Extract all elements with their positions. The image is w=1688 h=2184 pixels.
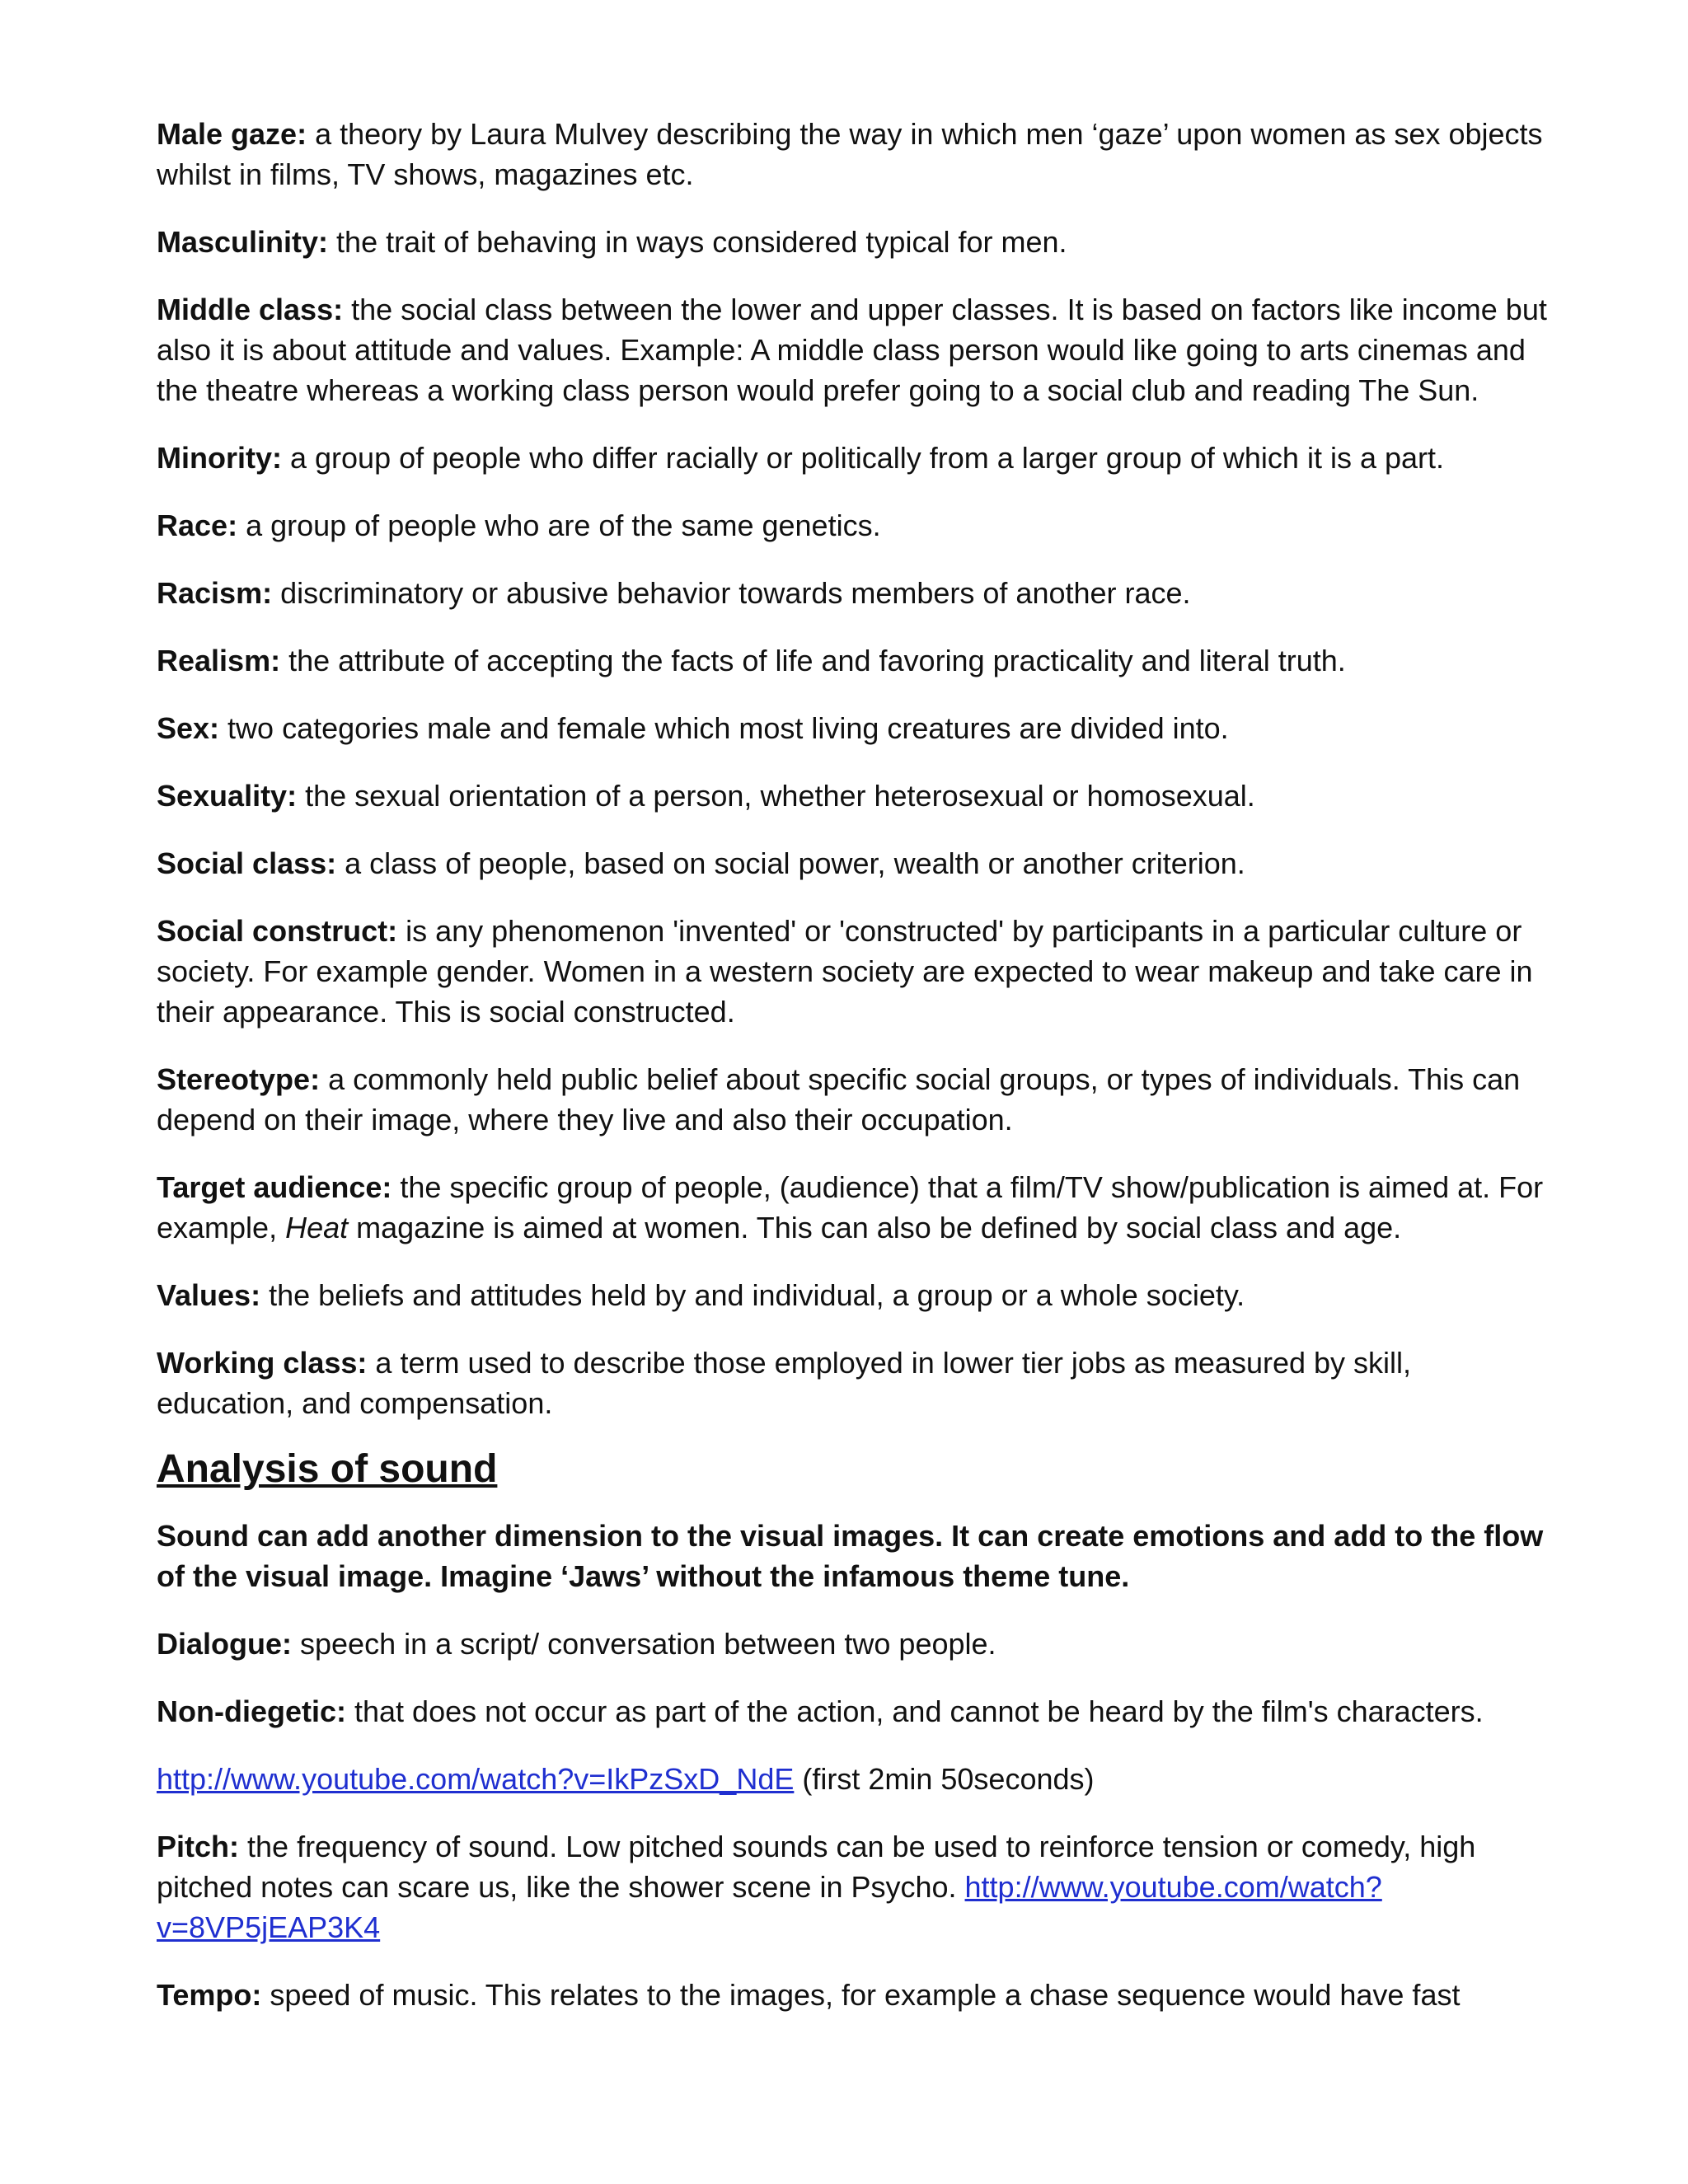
definition: the attribute of accepting the facts of life and favoring practicality and literal truth. <box>280 644 1346 677</box>
term: Social construct: <box>157 914 398 948</box>
glossary-entry-values <box>157 1275 1550 1315</box>
definition: speech in a script/ conversation between two people. <box>292 1627 996 1661</box>
definition: a commonly held public belief about specific social groups, or types of individuals. This can depend on their image, where they live and also their occupation. <box>157 1062 1521 1137</box>
psycho-link-line2[interactable]: v=8VP5jEAP3K4 <box>157 1910 381 1944</box>
definition: the trait of behaving in ways considered typical for men. <box>328 225 1067 259</box>
glossary-entry-racism <box>157 573 1550 613</box>
glossary-entry-working-class <box>157 1343 1550 1423</box>
definition: a theory by Laura Mulvey describing the way in which men ‘gaze’ upon women as sex objects whilst in films, TV shows, magazines etc. <box>157 117 1543 191</box>
section-heading: Analysis of sound <box>157 1447 498 1491</box>
glossary-entry-stereotype <box>157 1059 1550 1140</box>
glossary-entry-realism <box>157 640 1550 681</box>
glossary-entry-sexuality <box>157 776 1550 816</box>
glossary-entry-social-class <box>157 843 1550 883</box>
glossary-entry-tempo <box>157 1975 1550 2015</box>
definition: the frequency of sound. Low pitched sounds can be used to reinforce tension or comedy, high pitched notes can scare us, like the shower scene in Psycho. <box>157 1830 1476 1904</box>
youtube-link[interactable]: http://www.youtube.com/watch?v=IkPzSxD_NdE <box>157 1762 795 1796</box>
term: Target audience: <box>157 1170 392 1204</box>
definition: is any phenomenon 'invented' or 'constructed' by participants in a particular culture or society. For example gender. Women in a western society are expected to wear makeup and take care in their appearance. This is social constructed. <box>157 914 1533 1029</box>
definition: speed of music. This relates to the images, for example a chase sequence would have fast <box>261 1978 1461 2012</box>
section-intro: Sound can add another dimension to the visual images. It can create emotions and add to the flow of the visual image. Imagine ‘Jaws’ without the infamous theme tune. <box>157 1519 1544 1593</box>
definition: the social class between the lower and upper classes. It is based on factors like income but also it is about attitude and values. Example: A middle class person would like going to arts cinemas and the theatre whereas a working class person would prefer going to a social club and reading The Sun. <box>157 293 1547 407</box>
glossary-entry-middle-class <box>157 289 1550 410</box>
link-note: (first 2min 50seconds) <box>794 1762 1095 1796</box>
glossary-entry-male-gaze <box>157 114 1550 194</box>
term: Masculinity: <box>157 225 329 259</box>
definition: two categories male and female which most living creatures are divided into. <box>219 711 1229 745</box>
glossary-entry-masculinity <box>157 222 1550 262</box>
term: Social class: <box>157 846 337 880</box>
term: Working class: <box>157 1346 368 1380</box>
term: Dialogue: <box>157 1627 293 1661</box>
glossary-entry-race <box>157 505 1550 546</box>
glossary-entry-non-diegetic <box>157 1691 1550 1732</box>
glossary-entry-sex <box>157 708 1550 748</box>
term: Values: <box>157 1278 261 1312</box>
psycho-link-line1[interactable]: http://www.youtube.com/watch? <box>964 1870 1382 1904</box>
definition-continued: magazine is aimed at women. This can also be defined by social class and age. <box>348 1211 1402 1244</box>
glossary-entry-social-construct <box>157 911 1550 1032</box>
term: Stereotype: <box>157 1062 321 1096</box>
definition: the beliefs and attitudes held by and individual, a group or a whole society. <box>260 1278 1245 1312</box>
definition: the sexual orientation of a person, whether heterosexual or homosexual. <box>297 779 1255 813</box>
term: Non-diegetic: <box>157 1694 346 1728</box>
term: Male gaze: <box>157 117 307 151</box>
term: Minority: <box>157 441 282 475</box>
term: Middle class: <box>157 293 344 326</box>
term: Sexuality: <box>157 779 298 813</box>
magazine-title: Heat <box>285 1211 349 1244</box>
youtube-link-paragraph <box>157 1759 1550 1799</box>
document-page <box>157 114 1550 2042</box>
term: Racism: <box>157 576 273 610</box>
definition: a group of people who are of the same genetics. <box>237 509 881 542</box>
term: Realism: <box>157 644 281 677</box>
definition: discriminatory or abusive behavior towards members of another race. <box>272 576 1191 610</box>
definition: a group of people who differ racially or politically from a larger group of which it is a part. <box>281 441 1445 475</box>
definition: that does not occur as part of the action, and cannot be heard by the film's characters. <box>346 1694 1484 1728</box>
definition: a class of people, based on social power, wealth or another criterion. <box>336 846 1245 880</box>
term: Sex: <box>157 711 220 745</box>
glossary-entry-dialogue <box>157 1624 1550 1664</box>
definition: the specific group of people, (audience) that a film/TV show/publication is aimed at. For example, <box>157 1170 1544 1244</box>
term: Tempo: <box>157 1978 262 2012</box>
term: Pitch: <box>157 1830 240 1863</box>
glossary-entry-minority <box>157 438 1550 478</box>
glossary-entry-target-audience <box>157 1167 1550 1248</box>
glossary-entry-pitch <box>157 1826 1550 1947</box>
term: Race: <box>157 509 238 542</box>
definition: a term used to describe those employed in lower tier jobs as measured by skill, education, and compensation. <box>157 1346 1412 1420</box>
